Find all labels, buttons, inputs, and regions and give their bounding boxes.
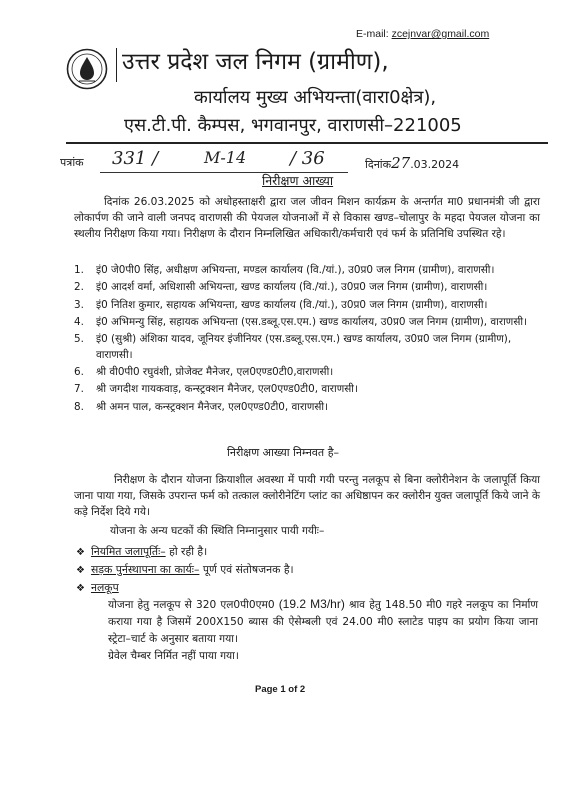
- email-line: [356, 28, 489, 40]
- attendee-list: [74, 263, 544, 417]
- page-number: Page 1 of 2: [255, 684, 306, 695]
- org-name: उत्तर प्रदेश जल निगम (ग्रामीण),: [122, 49, 389, 75]
- diamond-bullet-icon: ❖: [76, 565, 85, 576]
- ref-number-1: 331 /: [112, 148, 159, 169]
- email-label: E-mail:: [356, 28, 389, 40]
- jal-nigam-logo-icon: [66, 48, 108, 90]
- page-title: निरीक्षण आख्या: [262, 173, 334, 188]
- bullet-road-restoration: ❖ सड़क पुर्नस्थापना का कार्यः– पूर्ण एवं संतोषजनक है।: [76, 563, 294, 576]
- header-rule: [66, 142, 548, 144]
- patrank-label: पत्रांक: [60, 156, 84, 169]
- ref-number-2: M-14: [204, 148, 247, 167]
- gravel-chamber-note: ग्रेवेल चैम्बर निर्मित नहीं पाया गया।: [108, 650, 239, 662]
- list-item: 8. श्री अमन पाल, कन्स्ट्रक्शन मैनेजर, एल0एण्ड0टी0, वाराणसी।: [74, 400, 329, 413]
- list-item: 3. इं0 नितिश कुमार, सहायक अभियन्ता, खण्ड कार्यालय (वि./यां.), उ0प्र0 जल निगम (ग्रामीण), वाराणसी।: [74, 298, 488, 311]
- list-item: 6. श्री वी0पी0 रघुवंशी, प्रोजेक्ट मैनेजर, एल0एण्ड0टी0,वाराणसी।: [74, 365, 334, 378]
- office-address: एस.टी.पी. कैम्पस, भगवानपुर, वाराणसी–221005: [124, 115, 462, 136]
- findings-paragraph: निरीक्षण के दौरान योजना क्रियाशील अवस्था में पायी गयी परन्तु नलकूप से बिना क्लोरीनेशन के जलापूर्ति किया जाना पाया गया, जिसके उपरान्त फर्म को तत्काल क्लोरीनेटिंग प्लांट का अधिष्ठापन कर क्लोरीन युक्त जलापूर्ति किये जाने के कड़े निर्देश दिये गये।: [74, 474, 540, 518]
- tubewell-paragraph: योजना हेतु नलकूप से 320 एल0पी0एम0 (19.2 M3/hr) श्राव हेतु 148.50 मी0 गहरे नलकूप का निर्माण कराया गया है जिसमें 200X150 ब्यास की ऐसेम्बली एवं 24.00 मी0 स्लाटेड पाइप का प्रयोग किया जाना स्ट्रेटा–चार्ट के अनुसार बताया गया।: [108, 597, 539, 645]
- email-link[interactable]: zcejnvar@gmail.com: [391, 28, 490, 40]
- diamond-bullet-icon: ❖: [76, 583, 85, 594]
- ref-number-3: / 36: [290, 148, 325, 169]
- date-line: [365, 154, 459, 172]
- date-day: 27: [391, 154, 411, 172]
- list-item: 7. श्री जगदीश गायकवाड़, कन्स्ट्रक्शन मैनेजर, एल0एण्ड0टी0, वाराणसी।: [74, 383, 358, 396]
- office-name: कार्यालय मुख्य अभियन्ता(वारा0क्षेत्र),: [194, 87, 437, 108]
- date-rest: .03.2024: [410, 158, 460, 171]
- date-label: दिनांक: [365, 158, 392, 171]
- list-item: 4. इं0 अभिमन्यु सिंह, सहायक अभियन्ता (एस.डब्लू.एस.एम.) खण्ड कार्यालय, उ0प्र0 जल निगम (ग्रामीण), वाराणसी।: [74, 315, 527, 328]
- intro-paragraph: दिनांक 26.03.2025 को अधोहस्ताक्षरी द्वारा जल जीवन मिशन कार्यक्रम के अन्तर्गत मा0 प्रधानमंत्री जी द्वारा लोकार्पण की जाने वाली जनपद वाराणसी की पेयजल योजनाओं में से विकास खण्ड–चोलापुर के महदा पेयजल योजना का स्थलीय निरीक्षण किया गया। निरीक्षण के दौरान निम्नलिखित अधिकारी/कर्मचारी एवं फर्म के प्रतिनिधि उपस्थित रहे।: [74, 196, 540, 240]
- bullet-tubewell: ❖ नलकूप: [76, 581, 119, 594]
- list-item: 1. इं0 जे0पी0 सिंह, अधीक्षण अभियन्ता, मण्डल कार्यालय (वि./यां.), उ0प्र0 जल निगम (ग्रामीण), वाराणसी।: [74, 264, 495, 276]
- bullet-water-supply: ❖ नियमित जलापूर्तिः– हो रही है।: [76, 545, 208, 558]
- header-divider: [116, 48, 117, 82]
- diamond-bullet-icon: ❖: [76, 547, 85, 558]
- list-item: 2. इं0 आदर्श वर्मा, अधिशासी अभियन्ता, खण्ड कार्यालय (वि./यां.), उ0प्र0 जल निगम (ग्रामीण), वाराणसी।: [74, 281, 488, 294]
- findings-subheading: निरीक्षण आख्या निम्नवत है–: [227, 446, 340, 459]
- list-item: 5. इं0 (सुश्री) अंशिका यादव, जूनियर इंजीनियर (एस.डब्लू.एस.एम.) खण्ड कार्यालय, उ0प्र0 जल निगम (ग्रामीण), वाराणसी।: [74, 333, 512, 361]
- components-intro: योजना के अन्य घटकों की स्थिति निम्नानुसार पायी गयीः–: [110, 525, 325, 537]
